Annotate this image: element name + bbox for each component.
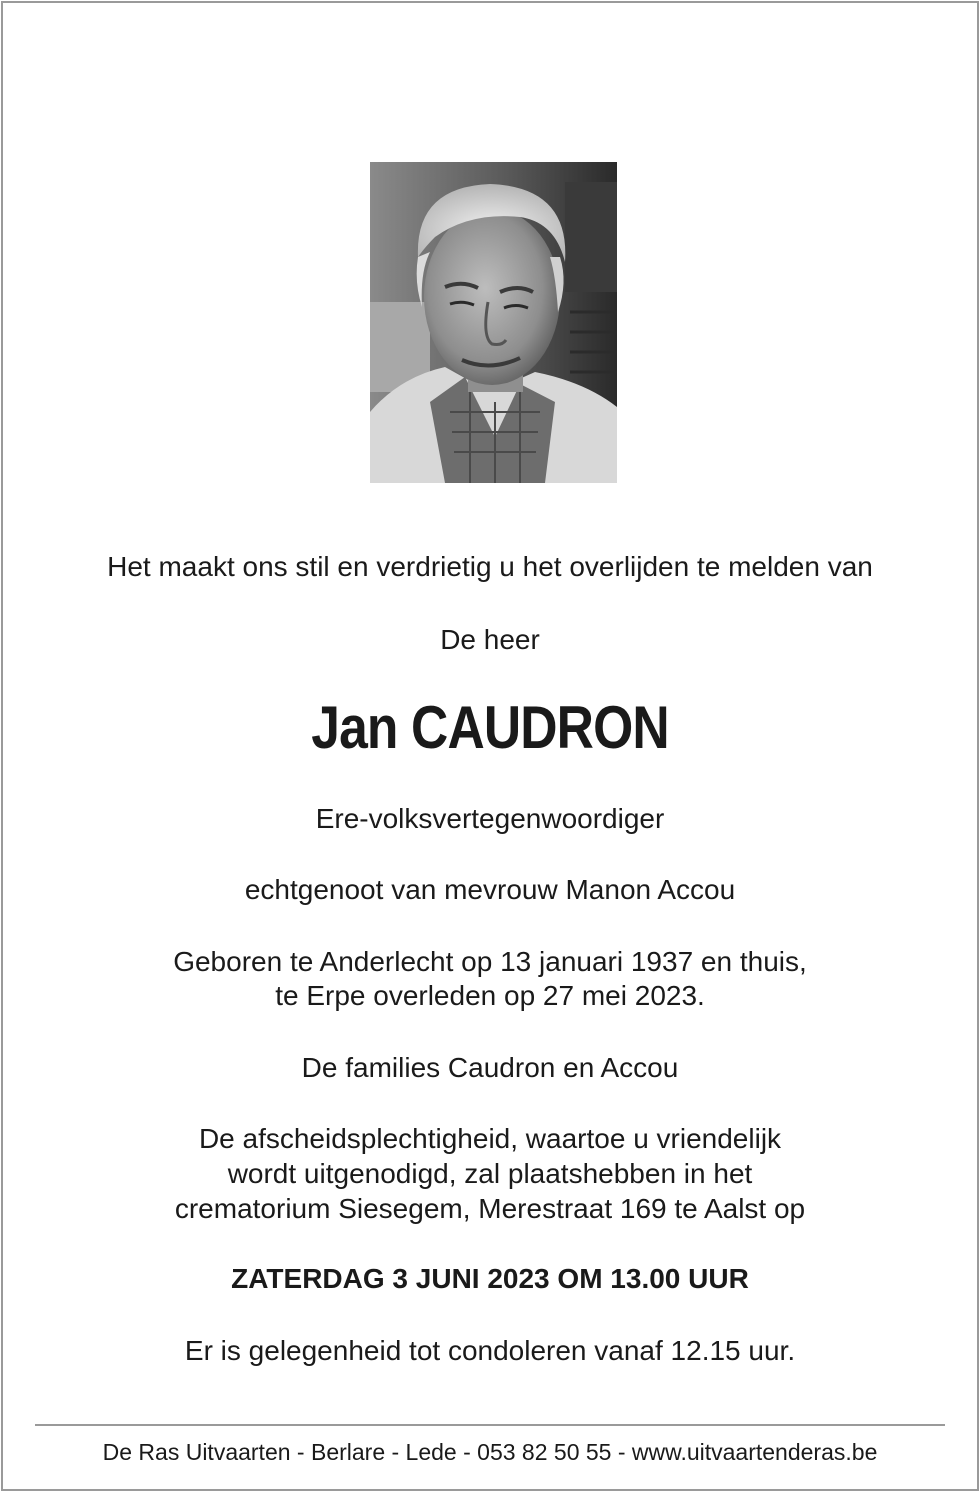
ceremony-line-3: crematorium Siesegem, Merestraat 169 te Aalst op <box>174 1193 806 1224</box>
portrait-photo <box>370 162 617 483</box>
ceremony-line-2: wordt uitgenodigd, zal plaatshebben in het <box>227 1158 753 1189</box>
condolences-line: Er is gelegenheid tot condoleren vanaf 12.15 uur. <box>184 1335 796 1366</box>
birth-line-2: te Erpe overleden op 27 mei 2023. <box>275 980 705 1011</box>
spouse-line: echtgenoot van mevrouw Manon Accou <box>244 874 736 905</box>
birth-line-1: Geboren te Anderlecht op 13 januari 1937 en thuis, <box>173 946 807 977</box>
footer-divider <box>35 1424 945 1426</box>
footer-text: De Ras Uitvaarten - Berlare - Lede - 053 82 50 55 - www.uitvaartenderas.be <box>102 1439 878 1465</box>
honorary-title: Ere-volksvertegenwoordiger <box>315 803 665 834</box>
portrait-photo-icon <box>370 162 617 483</box>
ceremony-line-1: De afscheidsplechtigheid, waartoe u vriendelijk <box>198 1123 782 1154</box>
intro-text: Het maakt ons stil en verdrietig u het overlijden te melden van <box>107 551 873 582</box>
salutation: De heer <box>440 624 540 655</box>
families-line: De families Caudron en Accou <box>301 1052 679 1083</box>
deceased-name: Jan CAUDRON <box>311 694 669 761</box>
ceremony-date: ZATERDAG 3 JUNI 2023 OM 13.00 UUR <box>231 1263 749 1294</box>
